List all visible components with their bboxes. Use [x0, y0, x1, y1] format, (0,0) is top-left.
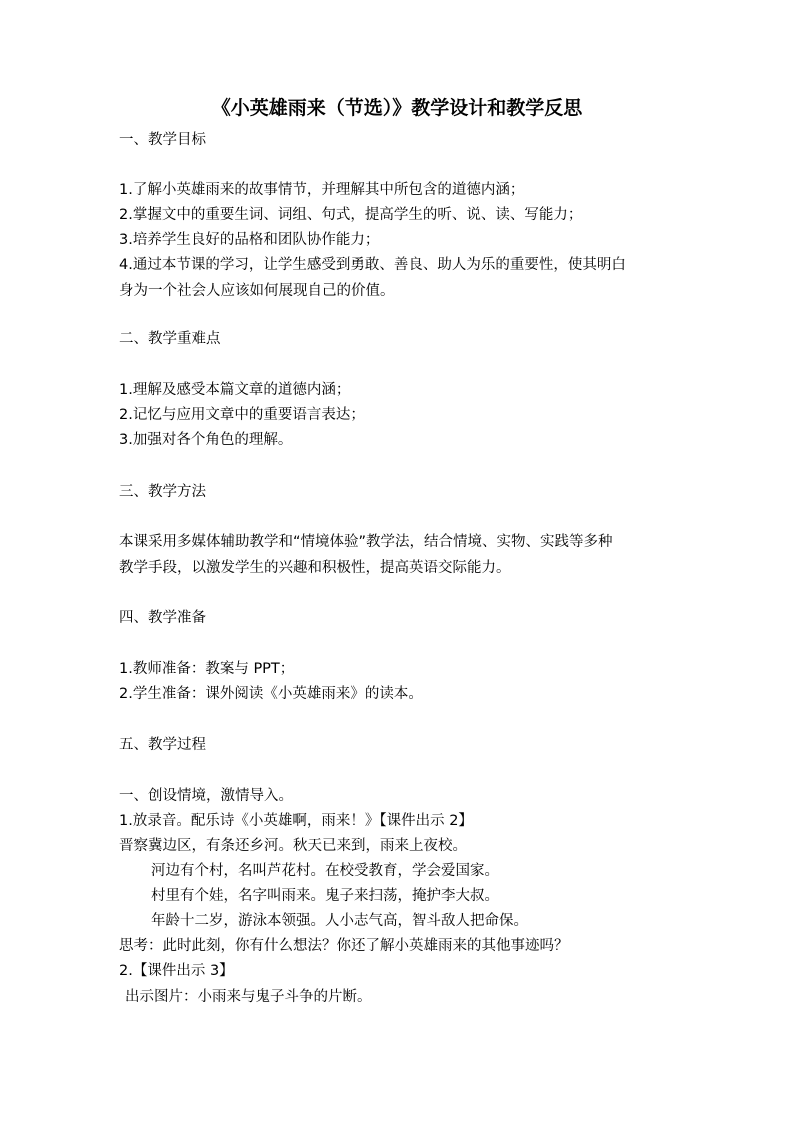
- poem-line-2: 河边有个村，名叫芦花村。在校受教育，学会爱国家。: [151, 863, 499, 879]
- preparation-item-1: 1.教师准备：教案与 PPT；: [119, 661, 295, 677]
- process-step-2: 2.【课件出示 3】: [119, 963, 234, 979]
- process-step-1: 1.放录音。配乐诗《小英雄啊，雨来！》【课件出示 2】: [119, 813, 473, 829]
- section-heading-key-points: 二、教学重难点: [119, 331, 221, 347]
- poem-line-1: 晋察冀边区，有条还乡河。秋天已来到，雨来上夜校。: [119, 838, 467, 854]
- key-point-item-2: 2.记忆与应用文章中的重要语言表达；: [119, 407, 365, 423]
- objective-item-1: 1.了解小英雄雨来的故事情节，并理解其中所包含的道德内涵；: [119, 182, 525, 198]
- process-step-intro: 一、创设情境，激情导入。: [119, 788, 293, 804]
- objective-item-4-cont: 身为一个社会人应该如何展现自己的价值。: [119, 283, 395, 299]
- preparation-item-2: 2.学生准备：课外阅读《小英雄雨来》的读本。: [119, 686, 423, 702]
- objective-item-3: 3.培养学生良好的品格和团队协作能力；: [119, 232, 380, 248]
- section-heading-methods: 三、教学方法: [119, 484, 206, 500]
- section-heading-objectives: 一、教学目标: [119, 132, 206, 148]
- process-step-2-detail: 出示图片：小雨来与鬼子斗争的片断。: [125, 989, 372, 1005]
- poem-line-3: 村里有个娃，名字叫雨来。鬼子来扫荡，掩护李大叔。: [151, 888, 499, 904]
- thinking-question: 思考：此时此刻，你有什么想法？你还了解小英雄雨来的其他事迹吗？: [119, 938, 569, 954]
- poem-line-4: 年龄十二岁，游泳本领强。人小志气高，智斗敌人把命保。: [151, 913, 528, 929]
- key-point-item-3: 3.加强对各个角色的理解。: [119, 432, 293, 448]
- section-heading-process: 五、教学过程: [119, 737, 206, 753]
- methods-paragraph-line-2: 教学手段，以激发学生的兴趣和积极性，提高英语交际能力。: [119, 560, 511, 576]
- objective-item-4: 4.通过本节课的学习，让学生感受到勇敢、善良、助人为乐的重要性，使其明白: [119, 257, 626, 273]
- section-heading-preparation: 四、教学准备: [119, 610, 206, 626]
- methods-paragraph-line-1: 本课采用多媒体辅助教学和“情境体验”教学法，结合情境、实物、实践等多种: [119, 534, 613, 550]
- document-title: 《小英雄雨来（节选）》教学设计和教学反思: [211, 97, 583, 119]
- key-point-item-1: 1.理解及感受本篇文章的道德内涵；: [119, 382, 351, 398]
- objective-item-2: 2.掌握文中的重要生词、词组、句式，提高学生的听、说、读、写能力；: [119, 207, 583, 223]
